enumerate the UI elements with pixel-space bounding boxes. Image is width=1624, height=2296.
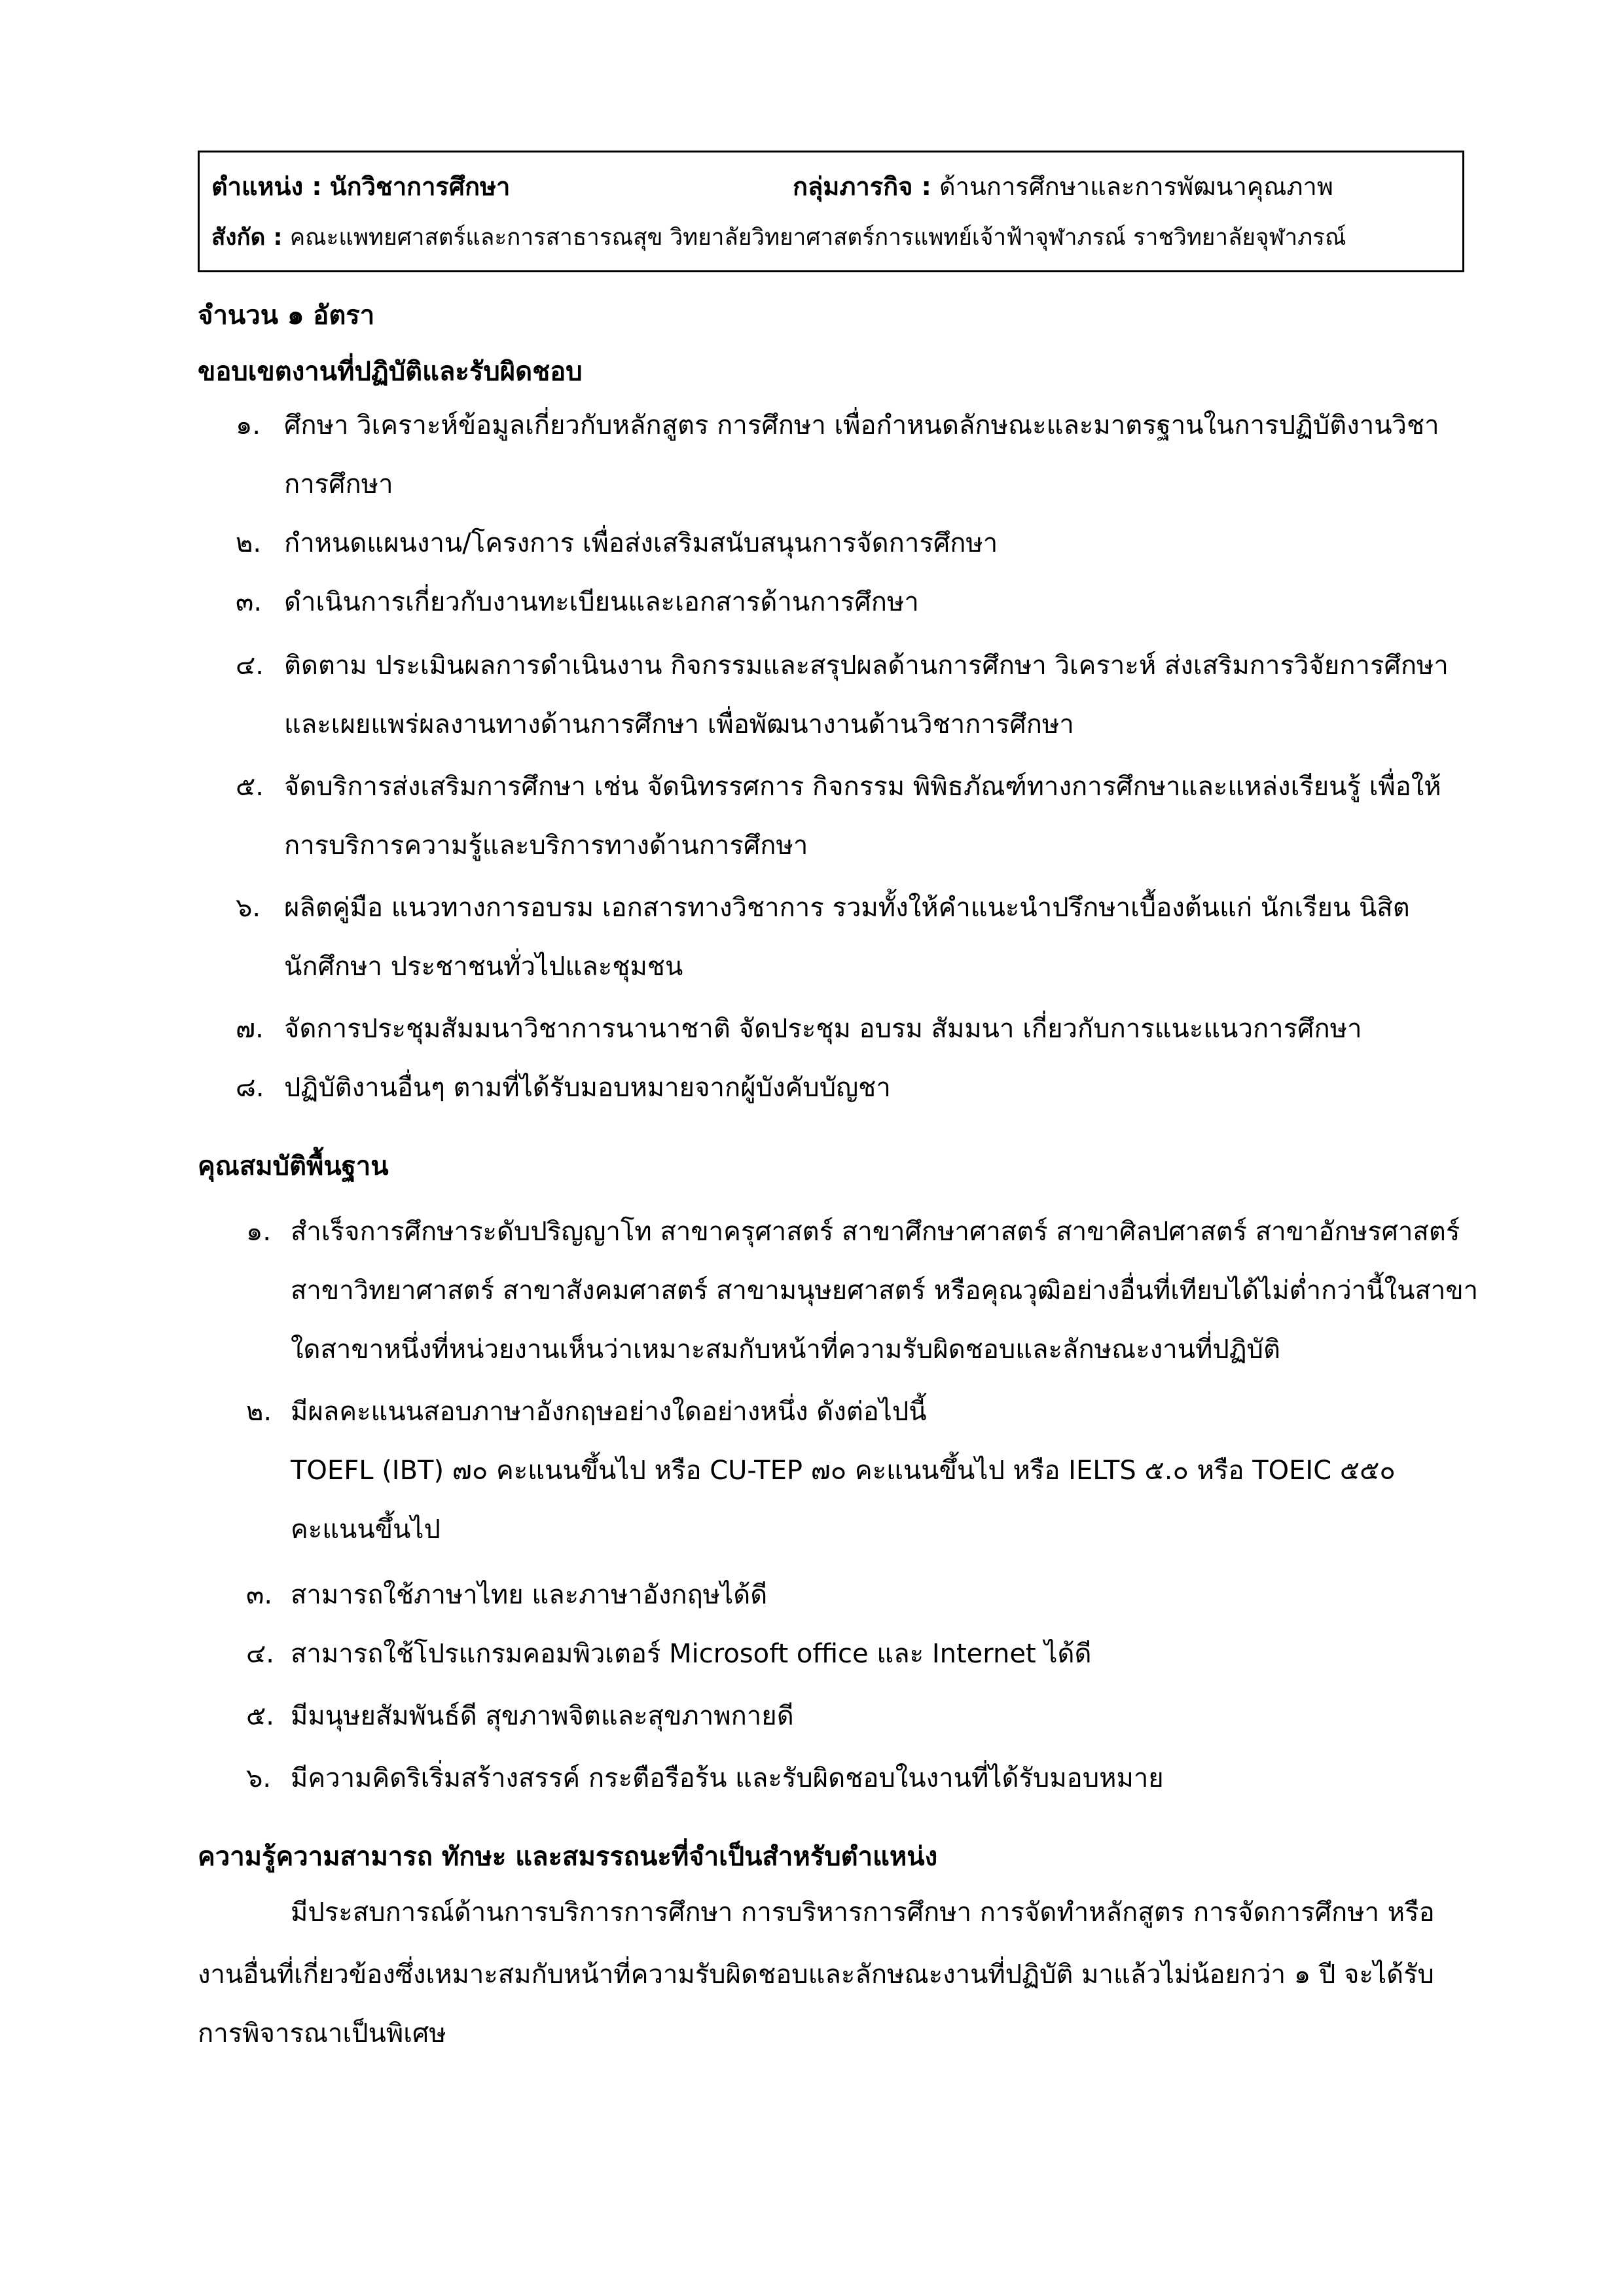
competencies-heading: ความรู้ความสามารถ ทักษะ และสมรรถนะที่จำเป็นสำหรับตำแหน่ง <box>198 1842 938 1872</box>
list-number: ๗. <box>236 1014 264 1044</box>
list-text: มีมนุษยสัมพันธ์ดี สุขภาพจิตและสุขภาพกายดี <box>291 1701 794 1731</box>
affiliation-value: คณะแพทยศาสตร์และการสาธารณสุข วิทยาลัยวิทยาศาสตร์การแพทย์เจ้าฟ้าจุฬาภรณ์ ราชวิทยาลัยจุฬาภรณ์ <box>289 224 1346 251</box>
list-text: กำหนดแผนงาน/โครงการ เพื่อส่งเสริมสนับสนุนการจัดการศึกษา <box>284 528 998 558</box>
list-text: จัดบริการส่งเสริมการศึกษา เช่น จัดนิทรรศการ กิจกรรม พิพิธภัณฑ์ทางการศึกษาและแหล่งเรียนรู้ เพื่อให้ <box>284 772 1441 802</box>
list-text: ปฏิบัติงานอื่นๆ ตามที่ได้รับมอบหมายจากผู้บังคับบัญชา <box>284 1073 891 1103</box>
list-text: ติดตาม ประเมินผลการดำเนินงาน กิจกรรมและสรุปผลด้านการศึกษา วิเคราะห์ ส่งเสริมการวิจัยการศึกษา <box>284 651 1449 681</box>
list-text: ศึกษา วิเคราะห์ข้อมูลเกี่ยวกับหลักสูตร การศึกษา เพื่อกำหนดลักษณะและมาตรฐานในการปฏิบัติงานวิชา <box>284 410 1439 440</box>
competencies-line: งานอื่นที่เกี่ยวข้องซึ่งเหมาะสมกับหน้าที่ความรับผิดชอบและลักษณะงานที่ปฏิบัติ มาแล้วไม่น้อยกว่า ๑ ปี จะได้รับ <box>198 1960 1434 1990</box>
list-number: ๓. <box>236 587 262 617</box>
list-text: มีความคิดริเริ่มสร้างสรรค์ กระตือรือร้น และรับผิดชอบในงานที่ได้รับมอบหมาย <box>291 1763 1164 1793</box>
competencies-line: การพิจารณาเป็นพิเศษ <box>198 2018 446 2049</box>
list-text: นักศึกษา ประชาชนทั่วไปและชุมชน <box>284 952 683 982</box>
position-row <box>211 167 510 206</box>
list-text: สาขาวิทยาศาสตร์ สาขาสังคมศาสตร์ สาขามนุษยศาสตร์ หรือคุณวุฒิอย่างอื่นที่เทียบได้ไม่ต่ำกว่านี้ในสาขา <box>291 1276 1479 1306</box>
list-text: ดำเนินการเกี่ยวกับงานทะเบียนและเอกสารด้านการศึกษา <box>284 587 919 617</box>
list-number: ๕. <box>246 1701 274 1731</box>
position-label: ตำแหน่ง : <box>211 172 322 201</box>
list-number: ๘. <box>236 1073 264 1103</box>
list-number: ๑. <box>236 410 261 440</box>
list-text: คะแนนขึ้นไป <box>291 1515 441 1545</box>
list-number: ๓. <box>246 1580 273 1610</box>
list-number: ๒. <box>246 1397 272 1427</box>
affiliation-row <box>211 218 1346 257</box>
list-text: การศึกษา <box>284 469 393 499</box>
list-text: ใดสาขาหนึ่งที่หน่วยงานเห็นว่าเหมาะสมกับหน้าที่ความรับผิดชอบและลักษณะงานที่ปฏิบัติ <box>291 1335 1281 1365</box>
list-text: ผลิตคู่มือ แนวทางการอบรม เอกสารทางวิชาการ รวมทั้งให้คำแนะนำปรึกษาเบื้องต้นแก่ นักเรียน นิสิต <box>284 893 1410 923</box>
group-row <box>793 167 1333 206</box>
list-text: และเผยแพร่ผลงานทางด้านการศึกษา เพื่อพัฒนางานด้านวิชาการศึกษา <box>284 709 1074 740</box>
list-number: ๑. <box>246 1217 272 1247</box>
list-text: มีผลคะแนนสอบภาษาอังกฤษอย่างใดอย่างหนึ่ง ดังต่อไปนี้ <box>291 1397 927 1427</box>
list-text: สามารถใช้ภาษาไทย และภาษาอังกฤษได้ดี <box>291 1580 768 1610</box>
competencies-line: มีประสบการณ์ด้านการบริการการศึกษา การบริหารการศึกษา การจัดทำหลักสูตร การจัดการศึกษา หรือ <box>291 1897 1435 1928</box>
list-number: ๕. <box>236 772 264 802</box>
affiliation-label: สังกัด : <box>211 224 283 251</box>
list-number: ๒. <box>236 528 262 558</box>
list-text: TOEFL (IBT) ๗๐ คะแนนขึ้นไป หรือ CU-TEP ๗๐ คะแนนขึ้นไป หรือ IELTS ๕.๐ หรือ TOEIC ๕๕๐ <box>291 1456 1396 1486</box>
list-number: ๖. <box>236 893 261 923</box>
list-number: ๖. <box>246 1763 272 1793</box>
duties-heading: ขอบเขตงานที่ปฏิบัติและรับผิดชอบ <box>198 357 583 387</box>
list-text: จัดการประชุมสัมมนาวิชาการนานาชาติ จัดประชุม อบรม สัมมนา เกี่ยวกับการแนะแนวการศึกษา <box>284 1014 1362 1044</box>
list-text: สำเร็จการศึกษาระดับปริญญาโท สาขาครุศาสตร์ สาขาศึกษาศาสตร์ สาขาศิลปศาสตร์ สาขาอักษรศาสตร์ <box>291 1217 1460 1247</box>
list-number: ๔. <box>236 651 264 681</box>
position-header-box <box>198 151 1464 272</box>
position-value: นักวิชาการศึกษา <box>329 172 511 201</box>
qualifications-heading: คุณสมบัติพื้นฐาน <box>198 1151 389 1181</box>
list-number: ๔. <box>246 1639 274 1669</box>
group-label: กลุ่มภารกิจ : <box>793 172 931 201</box>
quota-text: จำนวน ๑ อัตรา <box>198 300 375 331</box>
group-value: ด้านการศึกษาและการพัฒนาคุณภาพ <box>939 172 1333 201</box>
list-text: สามารถใช้โปรแกรมคอมพิวเตอร์ Microsoft office และ Internet ได้ดี <box>291 1639 1092 1669</box>
list-text: การบริการความรู้และบริการทางด้านการศึกษา <box>284 831 808 861</box>
